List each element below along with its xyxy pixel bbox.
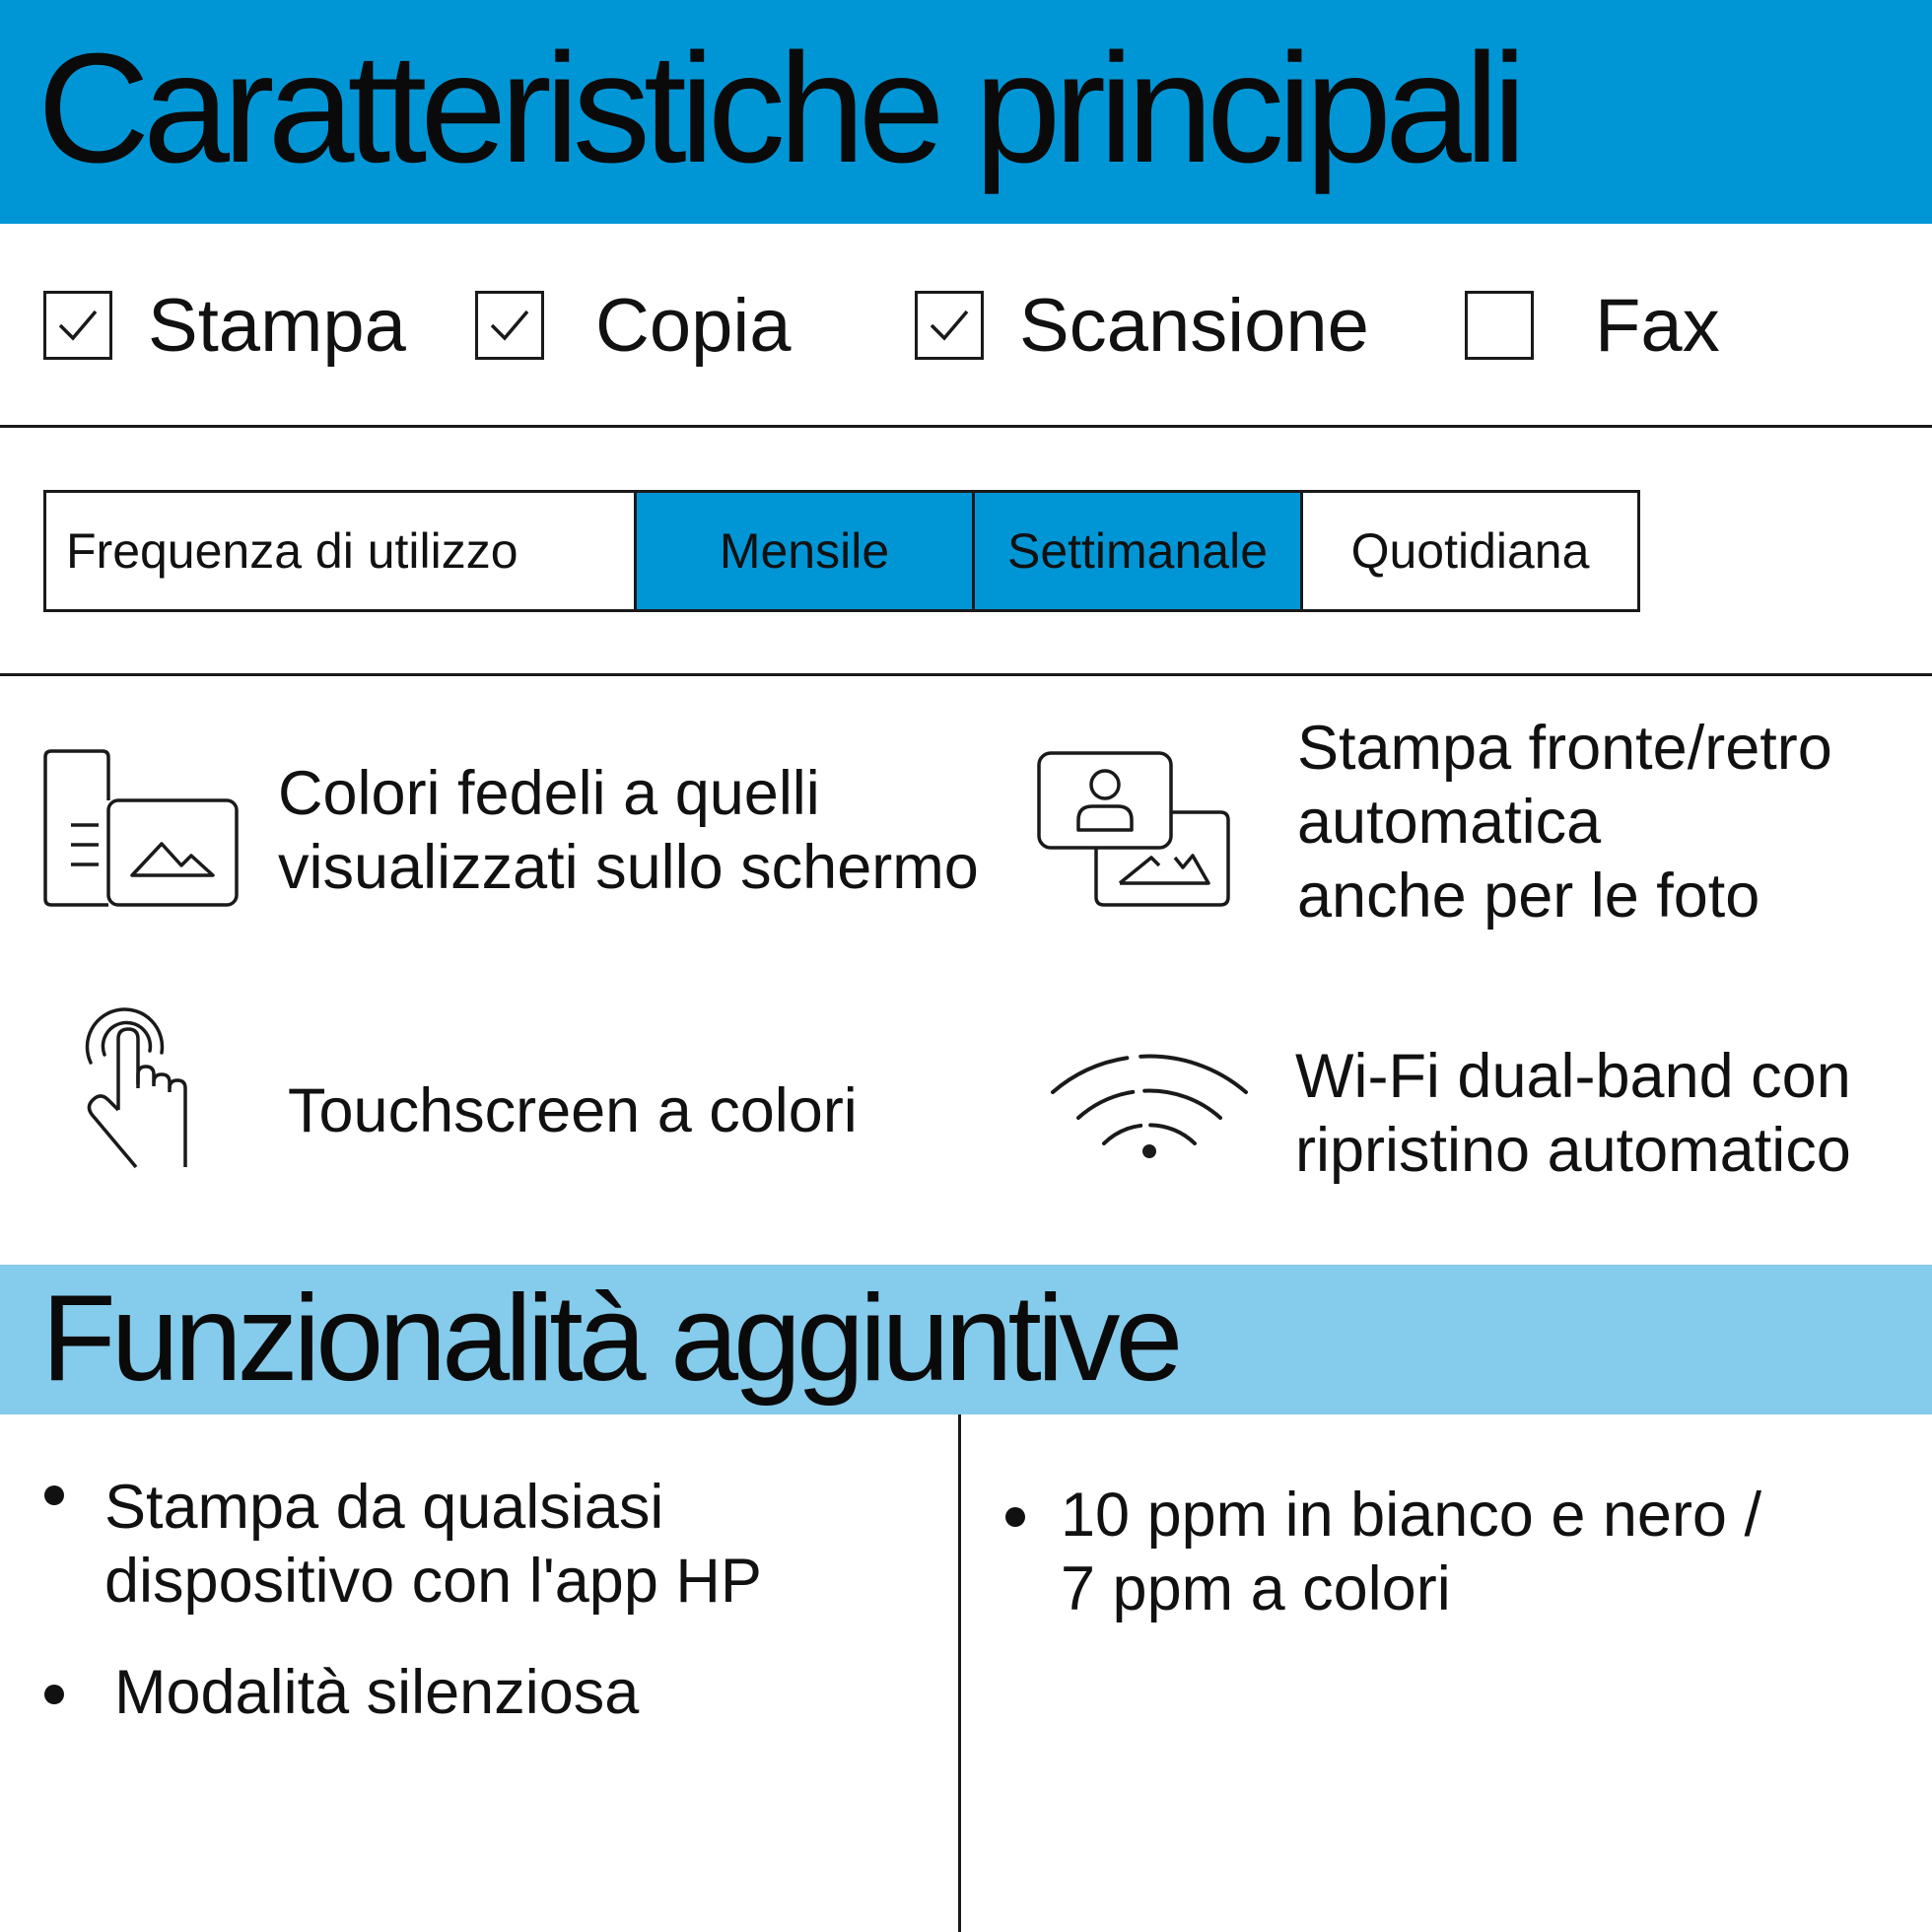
divider xyxy=(0,425,1932,428)
list-item-line: dispositivo con l'app HP xyxy=(104,1547,762,1616)
list-item-line: 7 ppm a colori xyxy=(1061,1554,1451,1623)
function-label: Copia xyxy=(595,283,792,368)
frequency-option-quotidiana[interactable]: Quotidiana xyxy=(1350,523,1590,579)
wifi-icon xyxy=(1049,1037,1250,1165)
feature-touchscreen xyxy=(288,1074,858,1148)
function-copia[interactable] xyxy=(475,278,792,373)
feature-line: Wi-Fi dual-band con xyxy=(1295,1042,1851,1111)
check-icon xyxy=(56,306,100,345)
list-item-line: Stampa da qualsiasi xyxy=(104,1473,664,1542)
feature-line: Colori fedeli a quelli xyxy=(278,759,820,828)
feature-line: anche per le foto xyxy=(1297,862,1760,931)
column-divider xyxy=(958,1414,961,1932)
function-label: Scansione xyxy=(1019,283,1369,368)
checkbox-scansione[interactable] xyxy=(915,291,984,360)
duplex-photo-icon xyxy=(1035,749,1232,909)
function-scansione[interactable] xyxy=(915,278,1369,373)
divider xyxy=(0,673,1932,676)
function-label: Fax xyxy=(1595,283,1720,368)
list-item xyxy=(104,1471,762,1619)
feature-wifi xyxy=(1295,1040,1851,1188)
page-title: Caratteristiche principali xyxy=(37,22,1521,195)
checkbox-stampa[interactable] xyxy=(43,291,112,360)
feature-line: visualizzati sullo schermo xyxy=(278,833,979,902)
check-icon xyxy=(928,306,971,345)
feature-line: automatica xyxy=(1297,788,1602,857)
usage-frequency-bar xyxy=(43,490,1640,612)
section-title: Funzionalità aggiuntive xyxy=(41,1271,1179,1407)
feature-line: Stampa fronte/retro xyxy=(1297,714,1832,783)
list-item-line: Modalità silenziosa xyxy=(114,1658,640,1727)
touch-icon xyxy=(73,994,211,1171)
bullet-icon xyxy=(44,1685,64,1704)
function-fax[interactable] xyxy=(1465,278,1720,373)
list-item xyxy=(114,1656,639,1730)
checkbox-fax[interactable] xyxy=(1465,291,1534,360)
bullet-icon xyxy=(44,1485,64,1505)
frequency-option-mensile[interactable]: Mensile xyxy=(634,493,975,609)
function-stampa[interactable] xyxy=(43,278,406,373)
frequency-option-settimanale[interactable]: Settimanale xyxy=(975,493,1303,609)
list-item-line: 10 ppm in bianco e nero / xyxy=(1061,1481,1761,1550)
feature-duplex xyxy=(1297,712,1832,933)
frequency-title: Frequenza di utilizzo xyxy=(66,523,518,579)
feature-line: Touchscreen a colori xyxy=(288,1076,858,1145)
main-header xyxy=(0,0,1932,224)
list-item xyxy=(1061,1479,1761,1626)
checkbox-copia[interactable] xyxy=(475,291,544,360)
check-icon xyxy=(488,306,531,345)
feature-line: ripristino automatico xyxy=(1295,1116,1851,1185)
bullet-icon xyxy=(1005,1507,1025,1527)
color-match-icon xyxy=(43,749,241,909)
function-label: Stampa xyxy=(148,283,406,368)
feature-color-match xyxy=(278,757,979,905)
additional-header xyxy=(0,1265,1932,1414)
